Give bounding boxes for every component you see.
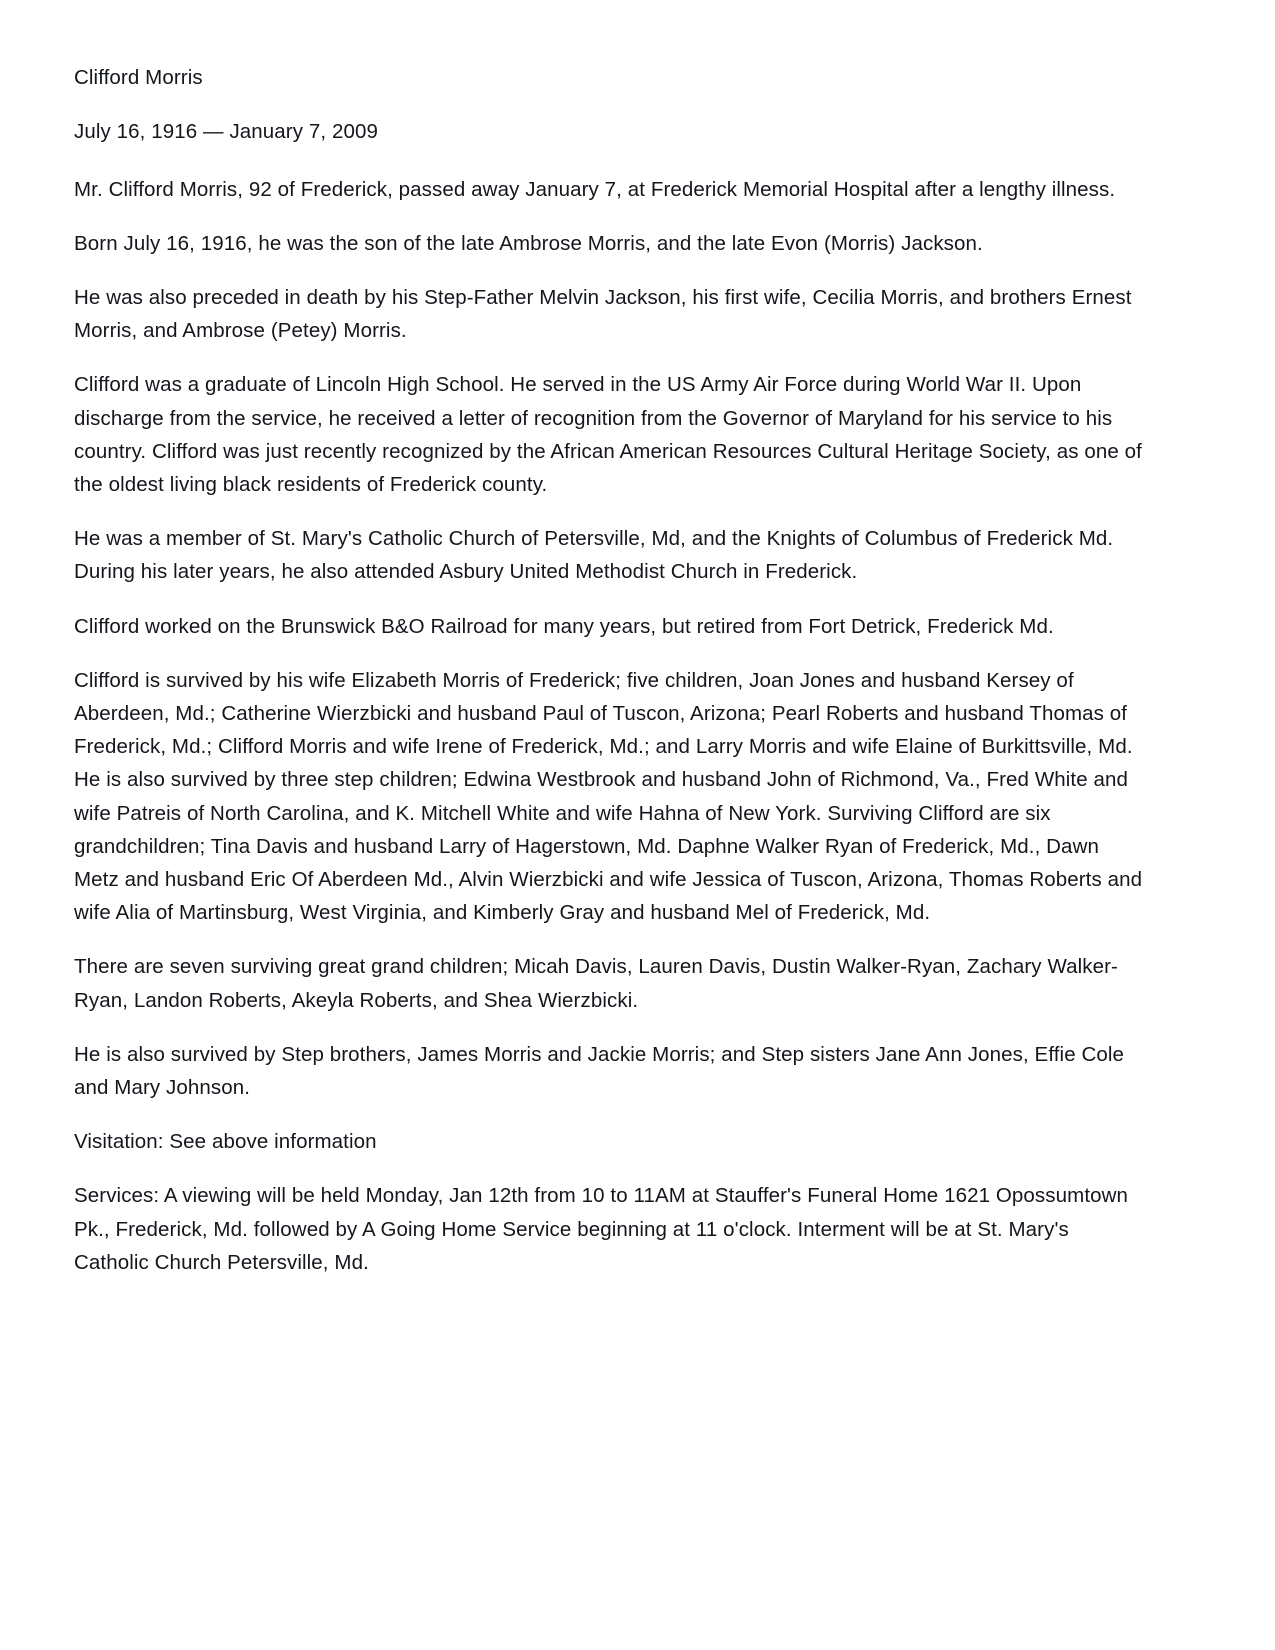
obituary-paragraph: He is also survived by Step brothers, James Morris and Jackie Morris; and Step sisters Jane Ann Jones, Effie Cole and Mary Johnson. — [74, 1042, 1125, 1100]
deceased-name: Clifford Morris — [74, 66, 203, 89]
obituary-paragraph: Clifford was a graduate of Lincoln High School. He served in the US Army Air Force during World War II. Upon discharge from the service, he received a letter of recognition from the Governor of Maryland for his service to his country. Clifford was just recently recognized by the African American Resources Cultural Heritage Society, as one of the oldest living black residents of Frederick county. — [74, 373, 1142, 497]
obituary-paragraph: Clifford worked on the Brunswick B&O Railroad for many years, but retired from Fort Detrick, Frederick Md. — [74, 614, 1054, 638]
services-info: Services: A viewing will be held Monday, Jan 12th from 10 to 11AM at Stauffer's Funeral Home 1621 Opossumtown Pk., Frederick, Md. followed by A Going Home Service beginning at 11 o'clock. Interment will be at St. Mary's Catholic Church Petersville, Md. — [74, 1184, 1129, 1274]
visitation-info: Visitation: See above information — [74, 1130, 377, 1154]
obituary-paragraph: He was a member of St. Mary's Catholic Church of Petersville, Md, and the Knights of Columbus of Frederick Md. During his later years, he also attended Asbury United Methodist Church in Frederick. — [74, 527, 1114, 584]
obituary-paragraph: Born July 16, 1916, he was the son of the late Ambrose Morris, and the late Evon (Morris) Jackson. — [74, 231, 983, 255]
obituary-paragraph: Clifford is survived by his wife Elizabeth Morris of Frederick; five children, Joan Jones and husband Kersey of Aberdeen, Md.; Catherine Wierzbicki and husband Paul of Tuscon, Arizona; Pearl Roberts and husband Thomas of Frederick, Md.; Clifford Morris and wife Irene of Frederick, Md.; and Larry Morris and wife Elaine of Burkittsville, Md. He is also survived by three step children; Edwina Westbrook and husband John of Richmond, Va., Fred White and wife Patreis of North Carolina, and K. Mitchell White and wife Hahna of New York. Surviving Clifford are six grandchildren; Tina Davis and husband Larry of Hagerstown, Md. Daphne Walker Ryan of Frederick, Md., Dawn Metz and husband Eric Of Aberdeen Md., Alvin Wierzbicki and wife Jessica of Tuscon, Arizona, Thomas Roberts and wife Alia of Martinsburg, West Virginia, and Kimberly Gray and husband Mel of Frederick, Md. — [74, 668, 1143, 925]
obituary-paragraph: Mr. Clifford Morris, 92 of Frederick, passed away January 7, at Frederick Memorial Hospital after a lengthy illness. — [74, 177, 1116, 201]
obituary-paragraph: There are seven surviving great grand children; Micah Davis, Lauren Davis, Dustin Walker-Ryan, Zachary Walker-Ryan, Landon Roberts, Akeyla Roberts, and Shea Wierzbicki. — [74, 955, 1118, 1012]
life-dates: July 16, 1916 — January 7, 2009 — [74, 119, 378, 143]
obituary-document — [74, 62, 1149, 1279]
obituary-paragraph: He was also preceded in death by his Step-Father Melvin Jackson, his first wife, Cecilia Morris, and brothers Ernest Morris, and Ambrose (Petey) Morris. — [74, 286, 1132, 343]
